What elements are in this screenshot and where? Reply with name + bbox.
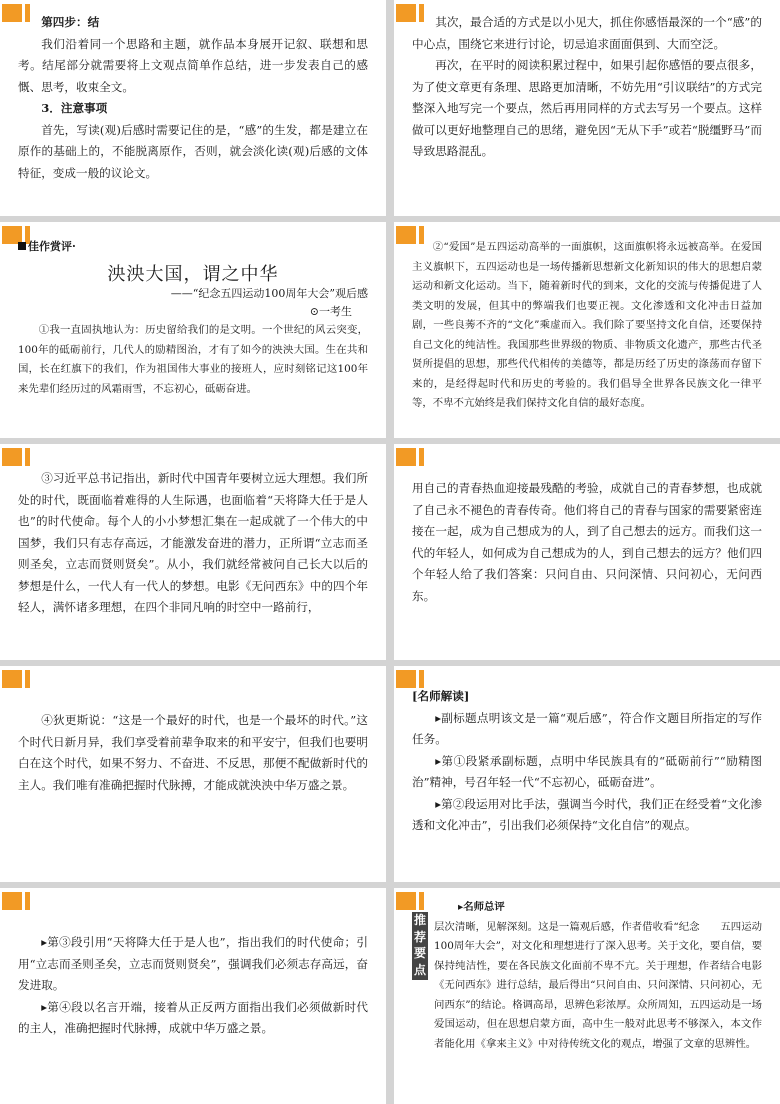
- paragraph: 其次，最合适的方式是以小见大，抓住你感悟最深的一个“感”的中心点，围绕它来进行讨论，切忌追求面面俱到、大而空泛。: [412, 15, 762, 51]
- commentary-item: ▸第③段引用“天将降大任于是人也”，指出我们的时代使命；引用“立志而圣则圣矣，立志而贤则贤矣”，强调我们必须志存高远，奋发进取。: [18, 935, 368, 992]
- paragraph: 用自己的青春热血迎接最残酷的考验，成就自己的青春梦想，也成就了自己永不褪色的青春传奇。他们将自己的青春与国家的需要紧密连接在一起，成为自己想成为的人，到了自己想去的远方。而我们这一代的年轻人，如何成为自己想成为的人，到自己想去的远方？他们四个年轻人给了我们答案：只问自由、只问深情、只问初心，无问西东。: [412, 481, 762, 603]
- slide-1: [0, 0, 386, 216]
- slide-7-body: [18, 710, 368, 796]
- commentary-item: ▸第②段运用对比手法，强调当今时代，我们正在经受着“文化渗透和文化冲击”，引出我们必须保持“文化自信”的观点。: [412, 796, 762, 832]
- slide-5: [0, 444, 386, 660]
- slide-5-body: [18, 468, 368, 619]
- slide-6: [394, 444, 780, 660]
- slide-9: [0, 888, 386, 1104]
- orange-bar-icon: [2, 892, 34, 910]
- slide-8-body: [412, 686, 762, 837]
- slide-6-body: [412, 478, 762, 607]
- orange-bar-icon: [2, 448, 34, 466]
- slide-9-body: [18, 932, 368, 1040]
- commentary-heading: [名师解读]: [412, 689, 470, 703]
- slide-2-body: [412, 12, 762, 163]
- orange-bar-icon: [2, 670, 34, 688]
- slide-1-body: [18, 12, 368, 184]
- commentary-item: ▸第④段以名言开端，接着从正反两方面指出我们必须做新时代的主人，准确把握时代脉搏，成就中华万盛之景。: [18, 999, 368, 1035]
- orange-bar-icon: [396, 448, 428, 466]
- slide-2: [394, 0, 780, 216]
- commentary-item: ▸第①段紧承副标题，点明中华民族具有的“砥砺前行”“励精图治”精神，号召年轻一代“不忘初心，砥砺奋进”。: [412, 753, 762, 789]
- slide-3-body: [18, 236, 368, 399]
- step-heading: 第四步：结: [41, 15, 100, 29]
- section-heading: 3．注意事项: [41, 101, 108, 115]
- slide-10: [394, 888, 780, 1104]
- paragraph: 我们沿着同一个思路和主题，就作品本身展开记叙、联想和思考。结尾部分就需要将上文观点简单作总结，进一步发表自己的感慨、思考，收束全文。: [18, 36, 368, 94]
- recommend-badge: 推荐要点: [412, 912, 428, 980]
- slide-7: [0, 666, 386, 882]
- slide-8: [394, 666, 780, 882]
- paragraph: ②“爱国”是五四运动高举的一面旗帜，这面旗帜将永远被高举。在爱国主义旗帜下，五四运动也是一场传播新思想新文化新知识的伟大的思想启蒙运动和新文化运动。当下，随着新时代的到来，文化的交流与传播促进了人类文明的发展，但其中的弊端我们也要正视。文化渗透和文化冲击日益加剧，一些良莠不齐的“文化”乘虚而入。我们除了要坚持文化自信，还要保持自己文化的纯洁性。我国那些世界级的物质、非物质文化遗产，那些古代圣贤所提倡的思想，那些代代相传的美德等，都是历经了历史的涤荡而存留下来的，是经得起时代和历史的考验的。我们倡导全世界各民族文化一律平等，不卑不亢始终是我们保持文化自信的最好态度。: [412, 241, 762, 409]
- summary-heading: ▸名师总评: [458, 901, 505, 913]
- slide-4: [394, 222, 780, 438]
- paragraph: ③习近平总书记指出，新时代中国青年要树立远大理想。我们所处的时代，既面临着难得的人生际遇，也面临着“天将降大任于是人也”的时代使命。每个人的小小梦想汇集在一起成就了一个伟大的中国梦，我们只有志存高远，才能激发奋进的潜力，正所谓“立志而圣则圣矣，立志而贤则贤矣”。从小，我们就经常被问自己长大以后的梦想是什么，一代人有一代人的梦想。电影《无问西东》中的四个年轻人，满怀诸多理想，在四个非同凡响的时空中一路前行，: [18, 471, 368, 614]
- paragraph: ①我一直固执地认为：历史留给我们的是文明。一个世纪的风云突变，100年的砥砺前行，几代人的励精图治，才有了如今的泱泱大国。生在共和国，长在红旗下的我们，作为祖国伟大事业的接班人，应时刻铭记这100年来先辈们经历过的风霜雨雪，不忘初心，砥砺奋进。: [18, 324, 368, 395]
- paragraph: 首先，写读(观)后感时需要记住的是，“感”的生发，都是建立在原作的基础上的，不能脱离原作，否则，就会淡化读(观)后感的文体特征，变成一般的议论文。: [18, 122, 368, 180]
- slide-10-body: [434, 898, 762, 1054]
- essay-title: 泱泱大国，谓之中华: [107, 263, 279, 285]
- slide-3: [0, 222, 386, 438]
- section-tag: 佳作赏评·: [18, 236, 368, 258]
- paragraph: 层次清晰，见解深刻。这是一篇观后感，作者借收看“纪念 五四运动100周年大会”，对文化和理想进行了深入思考。关于文化，要自信，要保持纯洁性，要在各民族文化面前不卑不亢。关于理想，作者结合电影《无问西东》进行总结，最后得出“只问自由、只问深情、只问初心，无问西东”的结论。格调高昂，思辨色彩浓厚。众所周知，五四运动是一场爱国运动，但在思想启蒙方面，高中生一般对此思考不够深入，本文作者能化用《拿来主义》中对待传统文化的观点，增强了文章的思辨性。: [434, 920, 762, 1050]
- essay-author: ⊙一考生: [309, 305, 352, 318]
- paragraph: ④狄更斯说：“这是一个最好的时代，也是一个最坏的时代。”这个时代日新月异，我们享受着前辈争取来的和平安宁，但我们也要明白在这个时代，如果不努力、不奋进、不反思，那便不配做新时代的主人。我们唯有准确把握时代脉搏，才能成就泱泱中华万盛之景。: [18, 713, 368, 792]
- slide-4-body: [412, 238, 762, 414]
- essay-subtitle: ——“纪念五四运动100周年大会”观后感: [170, 287, 368, 300]
- orange-bar-icon: [396, 892, 428, 910]
- commentary-item: ▸副标题点明该文是一篇“观后感”，符合作文题目所指定的写作任务。: [412, 710, 762, 746]
- paragraph: 再次，在平时的阅读积累过程中，如果引起你感悟的要点很多，为了使文章更有条理、思路更加清晰，不妨先用“引议联结”的方式完整深入地写完一个要点，然后再用同样的方式去写另一个要点。这样做可以更好地整理自己的思绪，避免因“无从下手”或若“脱缰野马”而导致思路混乱。: [412, 58, 762, 158]
- square-bullet-icon: [18, 242, 26, 250]
